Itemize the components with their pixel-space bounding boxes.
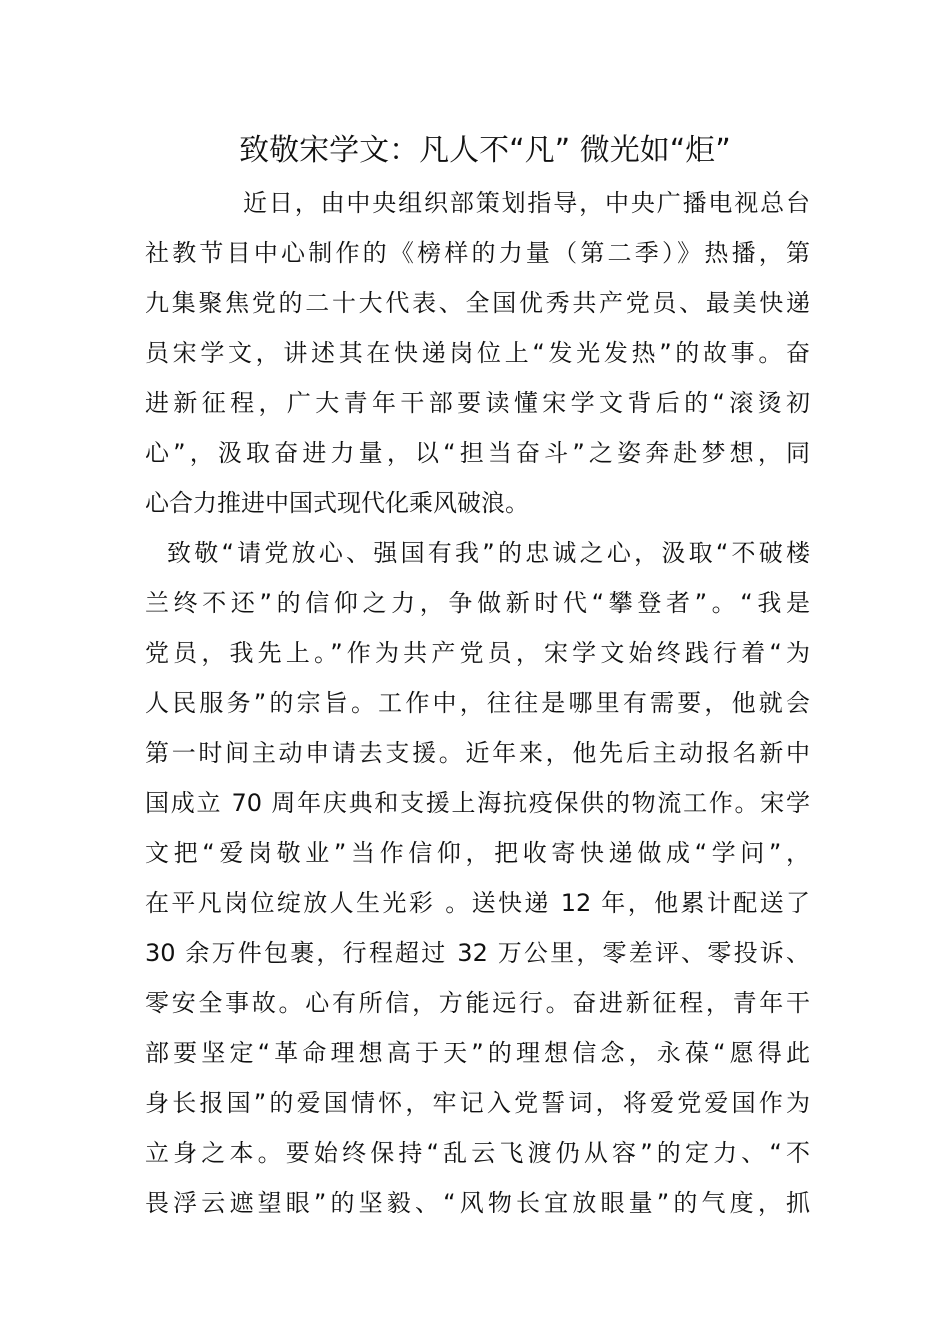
- text-line: 国成立 70 周年庆典和支援上海抗疫保供的物流工作。宋学: [145, 789, 810, 817]
- text-line: 进新征程，广大青年干部要读懂宋学文背后的“滚烫初: [145, 389, 810, 417]
- text-line: 社教节目中心制作的《榜样的力量（第二季）》热播，第: [145, 239, 810, 267]
- paragraph-2: [145, 528, 810, 1228]
- text-line: 立身之本。要始终保持“乱云飞渡仍从容”的定力、“不: [145, 1139, 810, 1167]
- text-line: 第一时间主动申请去支援。近年来，他先后主动报名新中: [145, 739, 810, 767]
- text-line: 身长报国”的爱国情怀，牢记入党誓词，将爱党爱国作为: [145, 1089, 810, 1117]
- text-line: 近日，由中央组织部策划指导，中央广播电视总台: [243, 189, 810, 217]
- document-title: 致敬宋学文：凡人不“凡” 微光如“炬”: [239, 133, 731, 168]
- text-line: 30 余万件包裹，行程超过 32 万公里，零差评、零投诉、: [145, 939, 810, 967]
- text-line: 心”，汲取奋进力量，以“担当奋斗”之姿奔赴梦想，同: [145, 439, 810, 467]
- document-body: [145, 178, 810, 1228]
- text-line: 心合力推进中国式现代化乘风破浪。: [145, 489, 529, 517]
- text-line: 部要坚定“革命理想高于天”的理想信念，永葆“愿得此: [145, 1039, 810, 1067]
- text-line: 员宋学文，讲述其在快递岗位上“发光发热”的故事。奋: [145, 339, 810, 367]
- text-line: 人民服务”的宗旨。工作中，往往是哪里有需要，他就会: [145, 689, 810, 717]
- text-line: 党员，我先上。”作为共产党员，宋学文始终践行着“为: [145, 639, 810, 667]
- paragraph-1: [145, 178, 810, 528]
- text-line: 畏浮云遮望眼”的坚毅、“风物长宜放眼量”的气度，抓: [145, 1189, 810, 1217]
- text-line: 九集聚焦党的二十大代表、全国优秀共产党员、最美快递: [145, 289, 810, 317]
- text-line: 零安全事故。心有所信，方能远行。奋进新征程，青年干: [145, 989, 810, 1017]
- text-line: 兰终不还”的信仰之力，争做新时代“攀登者”。“我是: [145, 589, 810, 617]
- text-line: 致敬“请党放心、强国有我”的忠诚之心，汲取“不破楼: [167, 539, 810, 567]
- text-line: 文把“爱岗敬业”当作信仰，把收寄快递做成“学问”，: [145, 839, 810, 867]
- text-line: 在平凡岗位绽放人生光彩 。送快递 12 年，他累计配送了: [145, 889, 810, 917]
